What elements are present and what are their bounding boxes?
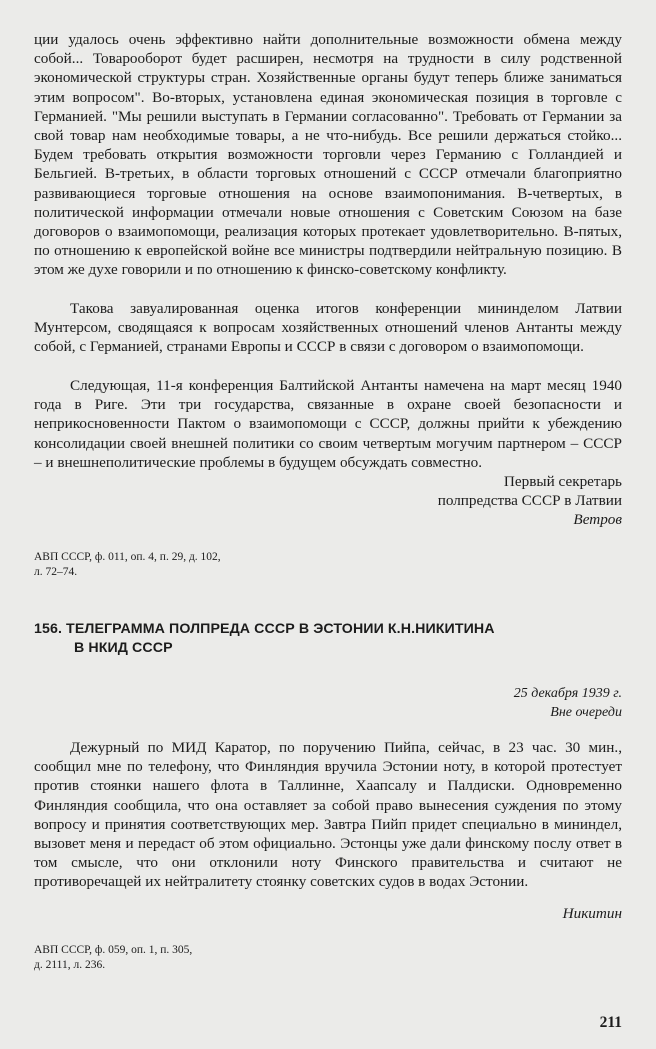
telegram-body: Дежурный по МИД Каратор, по поручению Пийпа, сейчас, в 23 час. 30 мин., сообщил мне по телефону, что Финляндия вручила Эстонии ноту, в которой протестует против стоянки нашего флота в Таллинне, Хаапсалу и Палдиски. Одновременно Финляндия сообщила, что она оставляет за собой право вынесения суждения по этому вопросу и принятия соответствующих мер. Завтра Пийп придет специально в мининдел, вызовет меня и передаст об этом официально. Эстонцы уже дали финскому послу ответ в том смысле, что они отклонили ноту Финского правительства и считают не противоречащей их нейтралитету стоянку советских судов в водах Эстонии. bbox=[34, 739, 622, 891]
signature-title: Первый секретарь bbox=[503, 473, 622, 490]
page-number: 211 bbox=[599, 1014, 622, 1031]
paragraph-continuation: ции удалось очень эффективно найти дополнительные возможности обмена между собой... Товарооборот будет расширен, несмотря на трудности в силу родственной экономической структуры стран. Хозяйственные органы будут теперь ближе заниматься этим вопросом". Во-вторых, установлена единая экономическая позиция в торговле с Германией. "Мы решили выступать в Германии согласованно". Требовать от Германии за свой товар нам необходимые товары, а не что-нибудь. Все решили держаться стойко... Будем требовать открытия возможности торговли через Германию с Голландией и Бельгией. В-третьих, в области торговых отношений с СССР отмечали благоприятно развивающиеся торговые отношения на основе взаимопонимания. В-четвертых, в политической информации отмечали новые отношения с Советским Союзом на базе договоров о взаимопомощи, реализация которых протекает удовлетворительно. В-пятых, по отношению к европейской войне все министры подтвердили нейтральную позицию. В этом же духе говорили и по отношению к финско-советскому конфликту. bbox=[34, 31, 622, 279]
archive-source-line1: АВП СССР, ф. 011, оп. 4, п. 29, д. 102, bbox=[34, 551, 221, 563]
telegram-source-line1: АВП СССР, ф. 059, оп. 1, п. 305, bbox=[34, 944, 193, 956]
telegram-signature: Никитин bbox=[562, 905, 622, 922]
document-heading bbox=[34, 620, 622, 658]
telegram-source-line2: д. 2111, л. 236. bbox=[34, 959, 106, 971]
paragraph-next-conference: Следующая, 11-я конференция Балтийской Антанты намечена на март месяц 1940 года в Риге. Эти три государства, связанные в охране своей безопасности и неприкосновенности Пактом о взаимопомощи с СССР, должны прийти к убеждению консолидации своей внешней политики со своим четвертым могучим партнером – СССР – и внешнеполитические проблемы в будущем обсуждать совместно. bbox=[34, 377, 622, 471]
signature-position: полпредства СССР в Латвии bbox=[437, 492, 622, 509]
archive-source-line2: л. 72–74. bbox=[34, 566, 78, 578]
paragraph-assessment: Такова завуалированная оценка итогов конференции мининделом Латвии Мунтерсом, сводящаяся к вопросам хозяйственных отношений членов Антанты между собой, с Германией, странами Европы и СССР в связи с договором о взаимопомощи. bbox=[34, 300, 622, 356]
document-date: 25 декабря 1939 г. bbox=[513, 686, 622, 701]
document-priority: Вне очереди bbox=[550, 705, 622, 720]
document-heading-line2: В НКИД СССР bbox=[74, 640, 173, 656]
document-heading-line1: 156. ТЕЛЕГРАММА ПОЛПРЕДА СССР В ЭСТОНИИ К.Н.НИКИТИНА bbox=[34, 621, 495, 637]
signature-name: Ветров bbox=[573, 511, 622, 528]
